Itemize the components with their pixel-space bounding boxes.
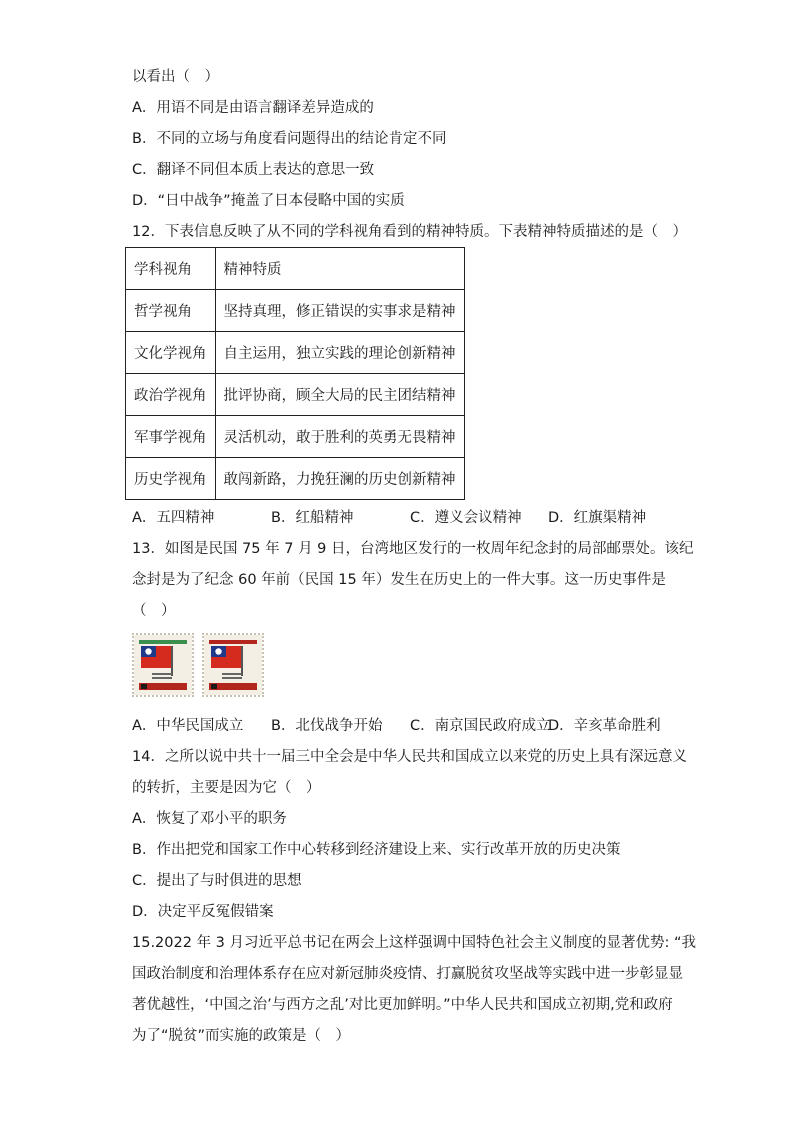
q13-option-d: D．辛亥革命胜利 [548, 718, 661, 734]
table-cell: 灵活机动，敢于胜利的英勇无畏精神 [215, 416, 464, 458]
table-cell: 军事学视角 [126, 416, 216, 458]
stamp-image [132, 633, 272, 701]
q13-stem-line2: 念封是为了纪念 60 年前（民国 15 年）发生在历史上的一件大事。这一历史事件是 [132, 572, 666, 588]
stamp-right [202, 633, 264, 697]
q13-option-b: B．北伐战争开始 [271, 718, 383, 734]
q11-option-c: C．翻译不同但本质上表达的意思一致 [132, 162, 375, 178]
q11-stem-tail: 以看出（ ） [132, 69, 219, 85]
table-header-cell: 精神特质 [215, 248, 464, 290]
table-cell: 历史学视角 [126, 458, 216, 500]
q12-stem: 12．下表信息反映了从不同的学科视角看到的精神特质。下表精神特质描述的是（ ） [132, 224, 687, 240]
table-cell: 批评协商，顾全大局的民主团结精神 [215, 374, 464, 416]
table-header-row [126, 248, 465, 290]
stamp-left [132, 633, 194, 697]
q12-option-c: C．遵义会议精神 [410, 510, 522, 526]
q15-stem-line2: 国政治制度和治理体系存在应对新冠肺炎疫情、打赢脱贫攻坚战等实践中进一步彰显显 [132, 966, 683, 982]
spirit-table [125, 247, 465, 500]
q15-stem-line3: 著优越性，‘中国之治’与西方之乱’对比更加鲜明。”中华人民共和国成立初期,党和政府 [132, 997, 673, 1013]
flag-stamp-icon [204, 635, 262, 695]
table-cell: 政治学视角 [126, 374, 216, 416]
q12-option-b: B．红船精神 [271, 510, 354, 526]
flag-stamp-icon [134, 635, 192, 695]
table-row [126, 332, 465, 374]
q11-option-d: D．“日中战争”掩盖了日本侵略中国的实质 [132, 193, 405, 209]
table-row [126, 374, 465, 416]
q14-stem-line2: 的转折，主要是因为它（ ） [132, 780, 321, 796]
table-row [126, 290, 465, 332]
table-cell: 文化学视角 [126, 332, 216, 374]
q12-option-d: D．红旗渠精神 [548, 510, 647, 526]
q13-option-a: A．中华民国成立 [132, 718, 244, 734]
q11-option-a: A．用语不同是由语言翻译差异造成的 [132, 100, 374, 116]
q13-stem-line3: （ ） [132, 603, 176, 619]
q12-option-a: A．五四精神 [132, 510, 215, 526]
table-cell: 坚持真理，修正错误的实事求是精神 [215, 290, 464, 332]
q14-option-d: D．决定平反冤假错案 [132, 904, 274, 920]
q15-stem-line1: 15.2022 年 3 月习近平总书记在两会上这样强调中国特色社会主义制度的显著优势: “我 [132, 935, 697, 951]
table-cell: 哲学视角 [126, 290, 216, 332]
q15-stem-line4: 为了“脱贫”而实施的政策是（ ） [132, 1028, 351, 1044]
table-cell: 自主运用，独立实践的理论创新精神 [215, 332, 464, 374]
q13-option-c: C．南京国民政府成立 [410, 718, 551, 734]
q11-option-b: B．不同的立场与角度看问题得出的结论肯定不同 [132, 131, 447, 147]
q14-option-b: B．作出把党和国家工作中心转移到经济建设上来、实行改革开放的历史决策 [132, 842, 621, 858]
q14-option-a: A．恢复了邓小平的职务 [132, 811, 287, 827]
q14-stem-line1: 14．之所以说中共十一届三中全会是中华人民共和国成立以来党的历史上具有深远意义 [132, 749, 687, 765]
table-row [126, 458, 465, 500]
q14-option-c: C．提出了与时俱进的思想 [132, 873, 302, 889]
table-row [126, 416, 465, 458]
table-header-cell: 学科视角 [126, 248, 216, 290]
table-cell: 敢闯新路，力挽狂澜的历史创新精神 [215, 458, 464, 500]
q13-stem-line1: 13．如图是民国 75 年 7 月 9 日，台湾地区发行的一枚周年纪念封的局部邮票处。该纪 [132, 541, 694, 557]
